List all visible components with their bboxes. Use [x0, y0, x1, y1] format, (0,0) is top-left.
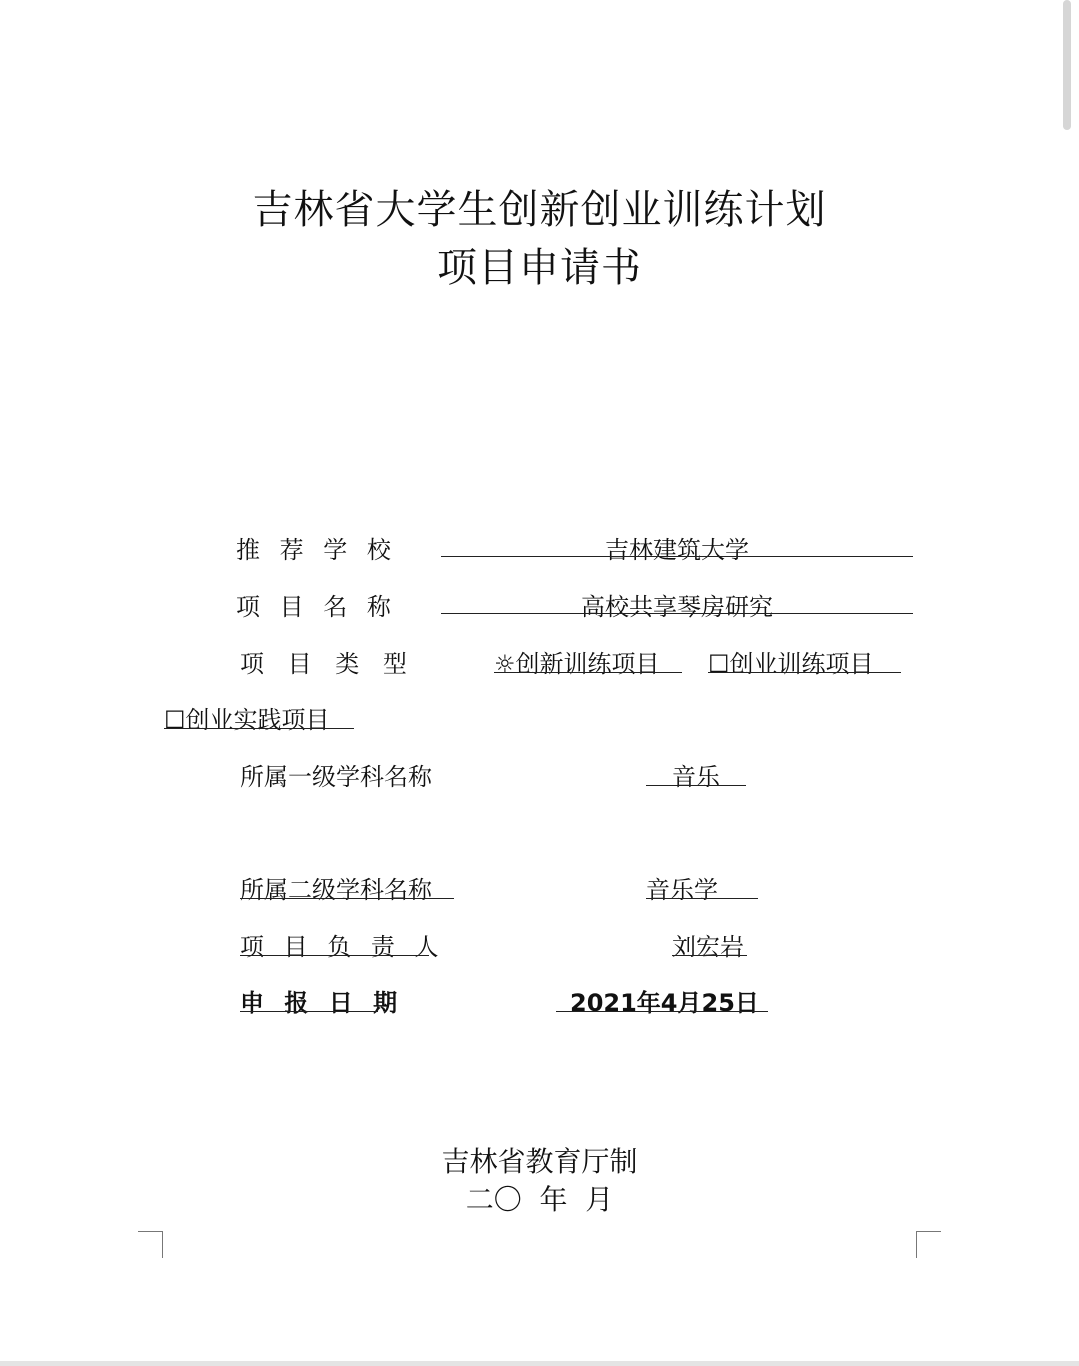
vertical-scrollbar[interactable]: [1063, 0, 1077, 1366]
type-option-entrepreneurship-training[interactable]: ☐创业训练项目: [708, 650, 874, 678]
school-label: 推 荐 学 校: [236, 536, 397, 564]
discipline-2-label: 所属二级学科名称: [240, 876, 432, 904]
discipline-2-label-underline: [240, 898, 454, 899]
date-value: 2021年4月25日: [570, 989, 759, 1017]
leader-label: 项 目 负 责 人: [240, 933, 445, 961]
type-option-2-underline: [708, 672, 901, 673]
project-type-label: 项 目 类 型: [240, 650, 415, 678]
leader-underline: [672, 955, 747, 956]
issuer-text: 吉林省教育厅制: [441, 1145, 638, 1178]
type-option-1-underline: [494, 672, 682, 673]
leader-label-underline: [240, 955, 429, 956]
project-name-underline: [441, 613, 913, 614]
title-line-2: 项目申请书: [437, 245, 642, 291]
project-name-label: 项 目 名 称: [236, 593, 397, 621]
discipline-1-label: 所属一级学科名称: [240, 763, 432, 791]
corner-mark-left: [138, 1231, 163, 1258]
bottom-edge-bar: [0, 1361, 1079, 1366]
discipline-2-value: 音乐学: [646, 876, 718, 904]
scrollbar-thumb[interactable]: [1063, 0, 1071, 130]
footer-date-line: 二〇 年 月: [465, 1183, 614, 1216]
discipline-1-value: 音乐: [672, 763, 720, 791]
type-option-entrepreneurship-practice[interactable]: ☐创业实践项目: [164, 706, 330, 734]
date-label: 申 报 日 期: [240, 989, 404, 1017]
type-option-innovation-training[interactable]: ☼创新训练项目: [494, 650, 660, 678]
discipline-1-underline: [646, 785, 746, 786]
title-line-1: 吉林省大学生创新创业训练计划: [252, 187, 827, 233]
type-option-3-underline: [164, 728, 354, 729]
leader-value: 刘宏岩: [672, 933, 744, 961]
project-name-value: 高校共享琴房研究: [581, 593, 773, 621]
date-label-underline: [240, 1011, 378, 1012]
corner-mark-right: [916, 1231, 941, 1258]
school-underline: [441, 556, 913, 557]
school-value: 吉林建筑大学: [605, 536, 749, 564]
discipline-2-underline: [646, 898, 758, 899]
date-underline: [556, 1011, 768, 1012]
